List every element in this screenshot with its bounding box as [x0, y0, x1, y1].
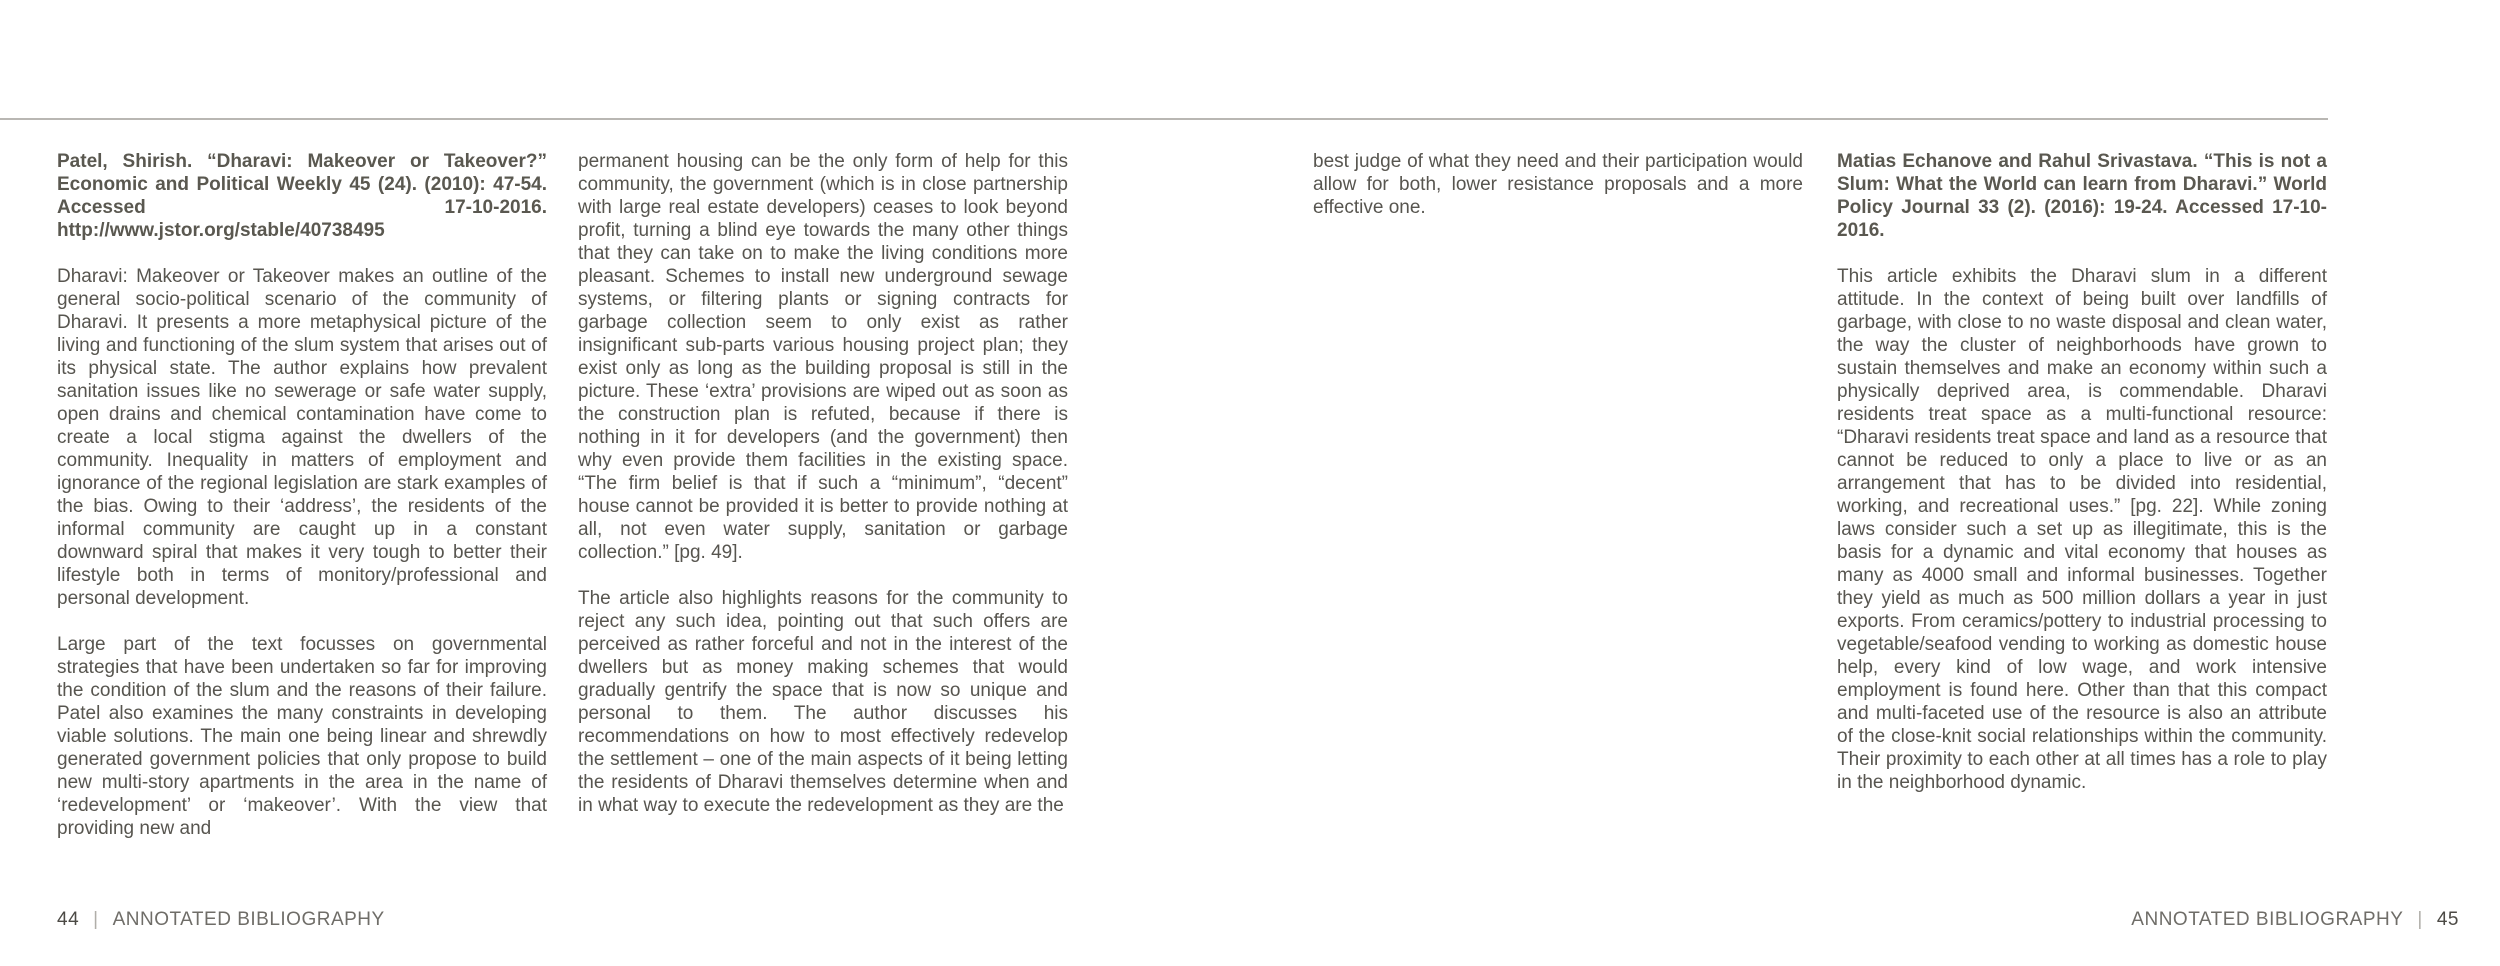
footer-right: [2131, 909, 2459, 931]
paragraph: The article also highlights reasons for the community to reject any such idea, pointing out that such offers are perceived as rather forceful and not in the interest of the dwellers but as money making schemes that would gradually gentrify the space that is now so unique and personal to them. The author discusses his recommendations on how to most effectively redevelop the settlement – one of the main aspects of it being letting the residents of Dharavi themselves determine when and in what way to execute the redevelopment as they are the: [578, 588, 1068, 816]
paragraph: This article exhibits the Dharavi slum in a different attitude. In the context of being built over landfills of garbage, with close to no waste disposal and clean water, the way the cluster of neighborhoods have grown to sustain themselves and make an economy within such a physically deprived area, is commendable. Dharavi residents treat space as a multi-functional resource: “Dharavi residents treat space and land as a resource that cannot be reduced to only a place to live or as an arrangement that has to be divided into residential, working, and recreational uses.” [pg. 22]. While zoning laws consider such a set up as illegitimate, this is the basis for a dynamic and vital economy that houses as many as 4000 small and informal businesses. Together they yield as much as 500 million dollars a year in just exports. From ceramics/pottery to industrial processing to vegetable/seafood vending to working as domestic house help, every kind of low wage, and work intensive employment is found here. Other than that this compact and multi-faceted use of the resource is also an attribute of the close-knit social relationships within the community. Their proximity to each other at all times has a role to play in the neighborhood dynamic.: [1837, 266, 2327, 793]
paragraph: permanent housing can be the only form of help for this community, the government (which is in close partnership with large real estate developers) ceases to look beyond profit, turning a blind eye towards the many other things that they can take on to make the living conditions more pleasant. Schemes to install new underground sewage systems, or filtering plants or signing contracts for garbage collection seem to only exist as rather insignificant sub-parts various housing project plan; they exist only as long as the building proposal is still in the picture. These ‘extra’ provisions are wiped out as soon as the construction plan is refuted, because if there is nothing in it for developers (and the government) then why even provide them facilities in the existing space. “The firm belief is that if such a “minimum”, “decent” house cannot be provided it is better to provide nothing at all, not even water supply, sanitation or garbage collection.” [pg. 49].: [578, 151, 1068, 563]
page-number-right: 45: [2436, 909, 2459, 930]
footer-separator: |: [2417, 909, 2423, 930]
footer-section-title: ANNOTATED BIBLIOGRAPHY: [2131, 909, 2404, 930]
column-3: [1313, 150, 1803, 242]
footer-section-title: ANNOTATED BIBLIOGRAPHY: [112, 909, 385, 930]
citation-patel: Patel, Shirish. “Dharavi: Makeover or Takeover?” Economic and Political Weekly 45 (24). (2010): 47-54. Accessed 17-10-2016. http://www.jstor.org/stable/40738495: [57, 151, 547, 241]
header-rule: [0, 118, 2328, 120]
page-number-left: 44: [57, 909, 80, 930]
citation-echanove: Matias Echanove and Rahul Srivastava. “This is not a Slum: What the World can learn from Dharavi.” World Policy Journal 33 (2). (2016): 19-24. Accessed 17-10-2016.: [1837, 151, 2327, 241]
footer-separator: |: [93, 909, 99, 930]
paragraph: Large part of the text focusses on governmental strategies that have been undertaken so far for improving the condition of the slum and the reasons of their failure. Patel also examines the many constraints in developing viable solutions. The main one being linear and shrewdly generated government policies that only propose to build new multi-story apartments in the area in the name of ‘redevelopment’ or ‘makeover’. With the view that providing new and: [57, 634, 547, 839]
column-2: [578, 150, 1068, 840]
footer-left: [57, 909, 385, 931]
column-1: [57, 150, 547, 863]
paragraph: Dharavi: Makeover or Takeover makes an outline of the general socio-political scenario of the community of Dharavi. It presents a more metaphysical picture of the living and functioning of the slum system that arises out of its physical state. The author explains how prevalent sanitation issues like no sewerage or safe water supply, open drains and chemical contamination have come to create a local stigma against the dwellers of the community. Inequality in matters of employment and ignorance of the regional legislation are stark examples of the bias. Owing to their ‘address’, the residents of the informal community are caught up in a constant downward spiral that makes it very tough to better their lifestyle both in terms of monitory/professional and personal development.: [57, 266, 547, 609]
paragraph: best judge of what they need and their participation would allow for both, lower resistance proposals and a more effective one.: [1313, 151, 1803, 218]
column-4: [1837, 150, 2327, 817]
